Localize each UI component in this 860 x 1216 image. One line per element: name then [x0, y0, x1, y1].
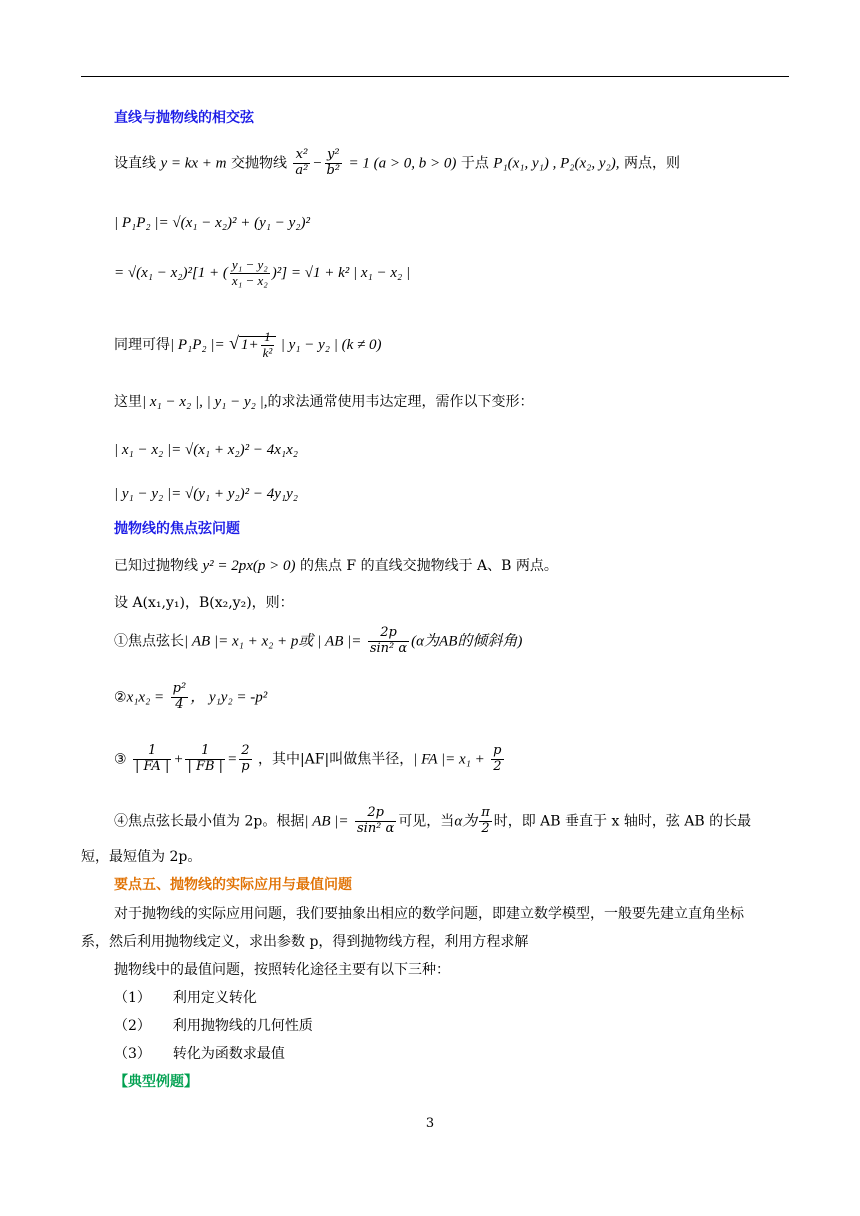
minus-sign: − — [312, 155, 323, 172]
method-2 — [114, 1019, 313, 1033]
note-post: 的求法通常使用韦达定理，需作以下变形： — [267, 394, 534, 410]
page-number: 3 — [425, 1116, 435, 1131]
method-text: 利用定义转化 — [172, 990, 257, 1006]
item-1 — [114, 626, 522, 657]
item-2 — [114, 682, 267, 713]
text-mid: 交抛物线 — [230, 155, 287, 172]
frac-1-fb: $\frac{1}{| FB |}$ — [187, 743, 224, 774]
expand-part-c: = √1 + k² | x₁ − x₂ | — [290, 264, 411, 281]
item3-rhs: | FA |= x₁ + — [413, 751, 485, 768]
known-post: 的焦点 F 的直线交抛物线于 A、B 两点。 — [299, 558, 558, 574]
item1-pre: ①焦点弦长 — [114, 633, 184, 650]
item-4 — [114, 806, 751, 837]
known-line — [114, 559, 558, 574]
sqrt-sign: √ — [229, 332, 239, 353]
item-4-line2: 短，最短值为 2p。 — [81, 849, 202, 865]
frac-y2-b2: $\frac{\text{y²}}{\text{b²}}$ — [326, 147, 341, 178]
method-3 — [114, 1047, 285, 1061]
frac-y-over-x: $\frac{\text{y₁ − y₂}}{\text{x₁ − x₂}}$ — [231, 257, 268, 288]
heading-application: 要点五、抛物线的实际应用与最值问题 — [114, 877, 352, 893]
plus-sign: + — [173, 751, 184, 768]
item1-post: (α为AB的倾斜角) — [411, 633, 523, 650]
item4-lhs: | AB |= — [304, 813, 349, 830]
similar-post: | y₁ − y₂ | (k ≠ 0) — [280, 336, 382, 353]
item3-mark: ③ — [114, 751, 127, 768]
eq-p1p2-expand — [114, 258, 410, 289]
frac-pi-2: $\frac{\pi}{2}$ — [481, 805, 490, 836]
frac-2-p: $\frac{2}{p}$ — [241, 743, 250, 774]
text-pre: 设直线 — [114, 155, 156, 172]
frac-x2-a2: $\frac{\text{x²}}{\text{a²}}$ — [295, 147, 309, 178]
item2-mark: ② — [114, 689, 127, 706]
note-expr: | x₁ − x₂ |, | y₁ − y₂ |, — [142, 394, 268, 410]
eq-similar — [114, 330, 381, 361]
frac-1-k2: $\frac{1}{\text{k²}}$ — [262, 329, 273, 360]
known-pre: 已知过抛物线 — [114, 558, 198, 574]
item2-expr-a: x₁x₂ = — [126, 689, 165, 706]
method-num: （1） — [114, 990, 151, 1006]
sqrt-body: 1+ $\frac{1}{\text{k²}}$ — [239, 336, 276, 353]
method-num: （2） — [114, 1018, 151, 1034]
heading-chord: 直线与抛物线的相交弦 — [114, 110, 254, 126]
heading-examples: 【典型例题】 — [114, 1074, 198, 1090]
let-points: 设 A(x₁,y₁)，B(x₂,y₂)，则： — [114, 595, 294, 611]
line-equation: y = kx + m — [160, 155, 227, 172]
line-intersection — [114, 148, 680, 179]
item4-pre: ④焦点弦长最小值为 2p。根据 — [114, 813, 305, 830]
method-1 — [114, 991, 257, 1005]
method-text: 利用抛物线的几何性质 — [172, 1018, 313, 1034]
heading-focal: 抛物线的焦点弦问题 — [114, 521, 240, 537]
eq-p1p2: | P₁P₂ |= √(x₁ − x₂)² + (y₁ − y₂)² — [114, 215, 310, 231]
frac-p2-4: $\frac{\text{p²}}{4}$ — [172, 681, 187, 712]
note-vieta — [114, 395, 533, 410]
item-3 — [114, 744, 506, 775]
method-num: （3） — [114, 1046, 151, 1062]
similar-lhs: | P₁P₂ |= — [170, 336, 225, 353]
hyperbola-condition: = 1 (a > 0, b > 0) — [348, 155, 457, 172]
similar-pre: 同理可得 — [114, 336, 170, 353]
expand-part-b: )²] — [271, 264, 288, 281]
frac-1-fa: $\frac{1}{| FA |}$ — [135, 743, 170, 774]
eq-x-diff: | x₁ − x₂ |= √(x₁ + x₂)² − 4x₁x₂ — [114, 442, 298, 458]
frac-2p-sin2a: $\frac{2p}{\text{sin² α}}$ — [369, 625, 408, 656]
text-tail: 两点，则 — [623, 155, 680, 172]
item2-expr-b: ， y₁y₂ = -p² — [190, 689, 268, 706]
frac-p-2: $\frac{p}{2}$ — [493, 743, 502, 774]
text-post: 于点 — [460, 155, 489, 172]
note-pre: 这里 — [114, 394, 142, 410]
item1-expr: | AB |= x₁ + x₂ + p或 | AB |= — [184, 633, 362, 650]
points-expr: P₁(x₁, y₁) , P₂(x₂, y₂), — [493, 155, 620, 172]
method-text: 转化为函数求最值 — [172, 1046, 285, 1062]
parabola-equation: y² = 2px(p > 0) — [202, 558, 296, 574]
equals-sign: = — [227, 751, 238, 768]
header-rule — [81, 76, 789, 77]
para1-line1: 对于抛物线的实际应用问题，我们要抽象出相应的数学问题，即建立数学模型，一般要先建立直角坐标 — [114, 906, 744, 922]
para2: 抛物线中的最值问题，按照转化途径主要有以下三种： — [114, 962, 450, 978]
eq-y-diff: | y₁ − y₂ |= √(y₁ + y₂)² − 4y₁y₂ — [114, 486, 298, 502]
item3-mid: ，其中|AF|叫做焦半径， — [257, 751, 414, 768]
para1-line2: 系，然后利用抛物线定义，求出参数 p，得到抛物线方程，利用方程求解 — [81, 934, 529, 950]
expand-part-a: = √(x₁ − x₂)²[1 + ( — [114, 264, 228, 281]
item4-post: 时，即 AB 垂直于 x 轴时，弦 AB 的长最 — [493, 813, 752, 830]
item4-mid2: α为 — [454, 813, 478, 830]
frac-2p-sin2a-b: $\frac{2p}{\text{sin² α}}$ — [356, 805, 395, 836]
item4-mid1: 可见，当 — [398, 813, 455, 830]
